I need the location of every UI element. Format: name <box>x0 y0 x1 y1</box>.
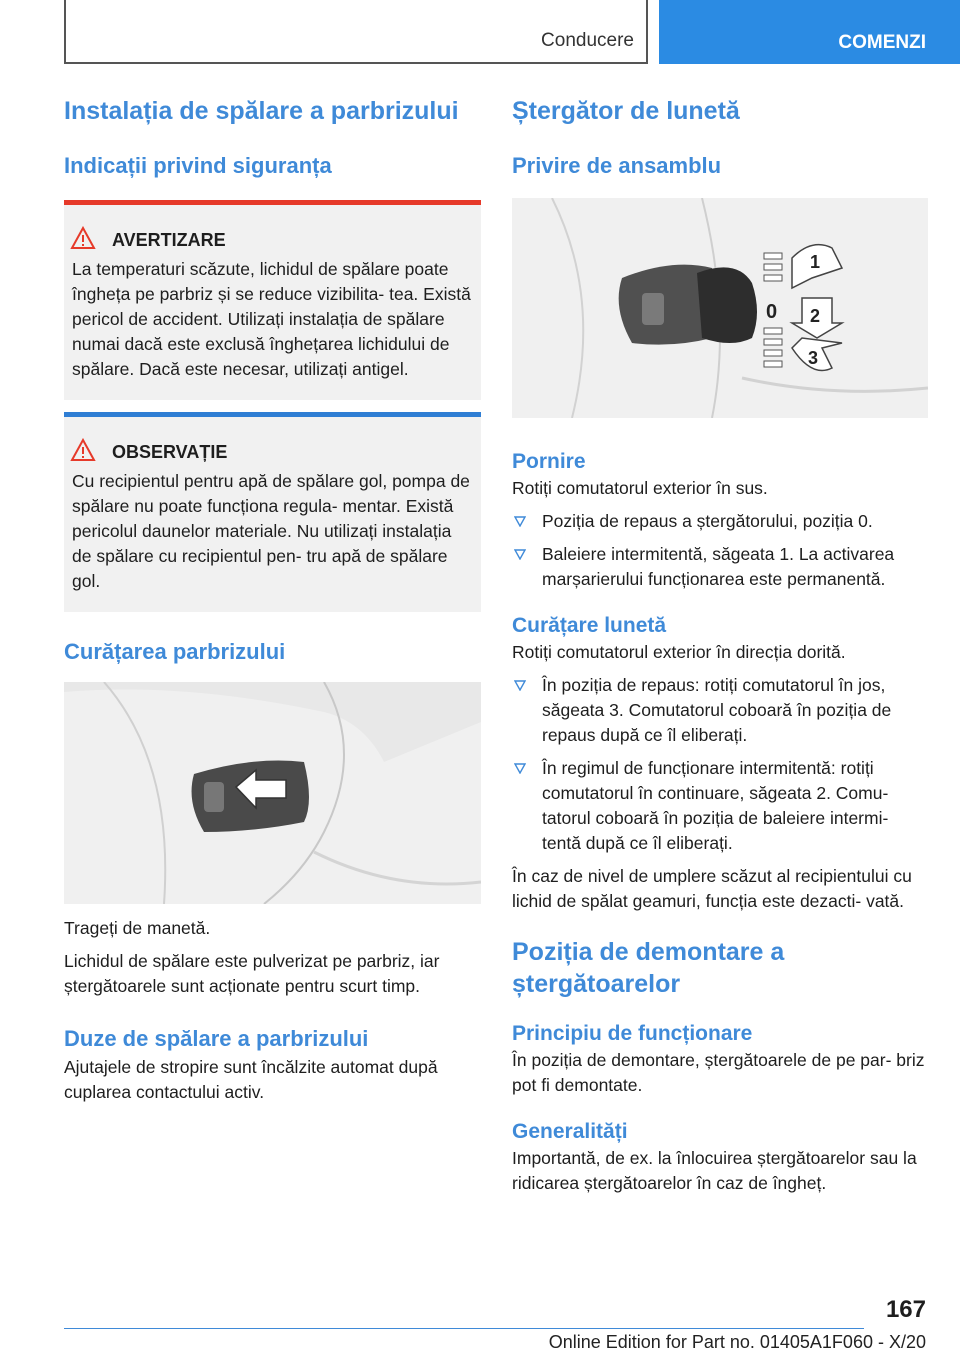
notice-text: Cu recipientul pentru apă de spălare gol, pompa de spălare nu poate funcționa regula- mentar. Există pericolul daunelor materiale. Nu utilizați instalația de spălare cu recipientul pen- tru apă de spălare gol. <box>72 471 470 591</box>
header-chapter-label: COMENZI <box>838 32 926 53</box>
spray-text: Lichidul de spălare este pulverizat pe parbriz, iar ștergătoarele sunt acționate pentru scurt timp. <box>64 951 440 996</box>
notice-box <box>64 412 481 612</box>
rear-wiper-title: Ștergător de lunetă <box>512 97 740 125</box>
principle-text: În poziția de demontare, ștergătoarele de pe par- briz pot fi demontate. <box>512 1050 925 1095</box>
footer-divider <box>64 1328 864 1329</box>
bullet-triangle-icon <box>514 548 526 560</box>
removal-heading: Poziția de demontare a ștergătoarelor <box>512 938 785 998</box>
overview-heading: Privire de ansamblu <box>512 153 722 178</box>
clean-bullet-2: În regimul de funcționare intermitentă: rotiți comutatorul în continuare, săgeata 2. Comu- tatorul coboară în poziția de baleiere intermi- tentă după ce îl eliberați. <box>512 756 928 856</box>
warning-triangle-icon <box>70 226 96 250</box>
wiper-lever-pull-image <box>64 682 481 904</box>
right-column <box>512 96 928 1196</box>
clean-heading: Curățare lunetă <box>512 614 667 637</box>
general-heading: Generalități <box>512 1120 628 1143</box>
nozzles-heading: Duze de spălare a parbrizului <box>64 1026 369 1051</box>
page-number: 167 <box>885 1296 926 1323</box>
position-label-3: 3 <box>808 348 819 368</box>
general-text: Importantă, de ex. la înlocuirea ștergătoarelor sau la ridicarea ștergătoarelor în caz de îngheț. <box>512 1148 917 1193</box>
warning-box <box>64 200 481 400</box>
header-chapter-tab <box>659 0 960 64</box>
cleaning-heading: Curățarea parbrizului <box>64 639 286 664</box>
warning-text: La temperaturi scăzute, lichidul de spălare poate îngheța pe parbriz și se reduce vizibilita- tea. Există pericol de accident. Utilizați instalația de spălare numai dacă este exclusă înghețarea lichidului de spălare. Dacă este necesar, utilizați antigel. <box>72 259 471 379</box>
start-bullet-1: Poziția de repaus a ștergătorului, poziția 0. <box>512 509 928 534</box>
position-label-2: 2 <box>810 306 821 326</box>
nozzles-text: Ajutajele de stropire sunt încălzite automat după cuplarea contactului activ. <box>64 1057 438 1102</box>
principle-heading: Principiu de funcționare <box>512 1022 753 1045</box>
start-text: Rotiți comutatorul exterior în sus. <box>512 478 768 498</box>
start-bullet-2: Baleiere intermitentă, săgeata 1. La activarea marșarierului funcționarea este permanentă. <box>512 542 928 592</box>
warning-label: AVERTIZARE <box>112 229 473 251</box>
clean-bullet-1: În poziția de repaus: rotiți comutatorul în jos, săgeata 3. Comutatorul coboară în poziția de repaus după ce îl eliberați. <box>512 673 928 748</box>
position-label-1: 1 <box>810 252 821 272</box>
washer-title: Instalația de spălare a parbrizului <box>64 97 459 125</box>
notice-label: OBSERVAȚIE <box>112 441 473 463</box>
header-section-tab <box>64 0 648 64</box>
left-column <box>64 96 481 1105</box>
bullet-triangle-icon <box>514 515 526 527</box>
header-section-label: Conducere <box>541 30 634 51</box>
bullet-triangle-icon <box>514 679 526 691</box>
low-level-text: În caz de nivel de umplere scăzut al recipientului cu lichid de spălat geamuri, funcția este dezacti- vată. <box>512 866 912 911</box>
safety-heading: Indicații privind siguranța <box>64 153 332 178</box>
position-label-0: 0 <box>766 301 778 323</box>
start-heading: Pornire <box>512 450 586 473</box>
pull-text: Trageți de manetă. <box>64 918 211 938</box>
clean-text: Rotiți comutatorul exterior în direcția dorită. <box>512 642 846 662</box>
bullet-triangle-icon <box>514 762 526 774</box>
rear-wiper-switch-image <box>512 198 928 418</box>
edition-text: Online Edition for Part no. 01405A1F060 - X/20 <box>548 1332 926 1352</box>
notice-triangle-icon <box>70 438 96 462</box>
